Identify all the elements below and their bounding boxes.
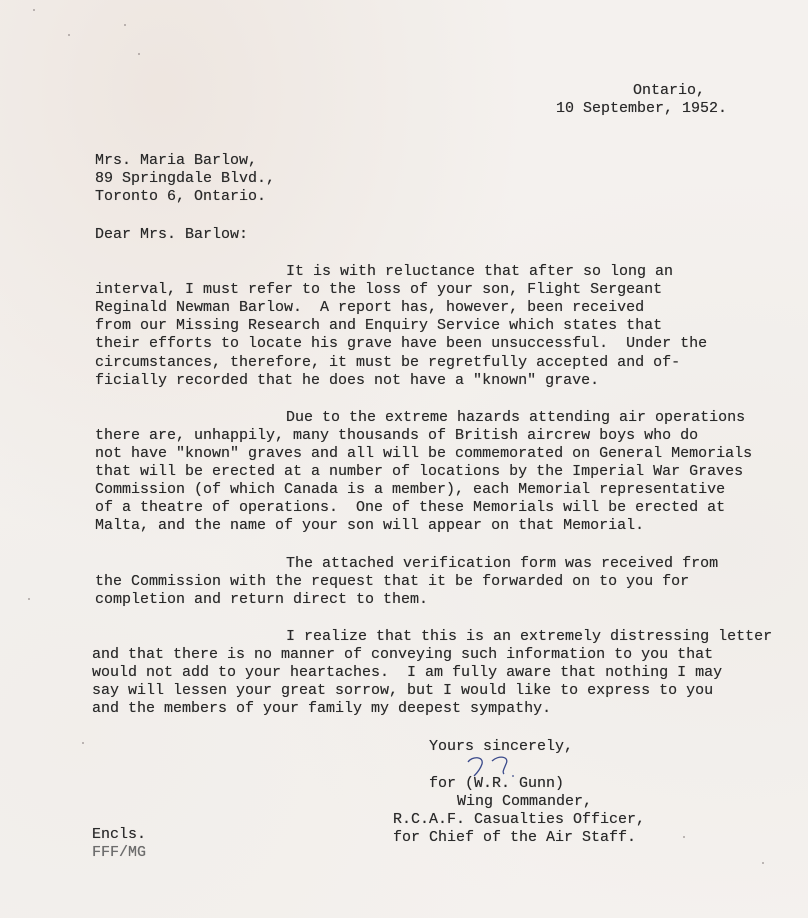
enclosures-note: Encls. (92, 826, 147, 843)
letter-date: 10 September, 1952. (556, 100, 728, 117)
paper-speck (82, 742, 84, 744)
paragraph-line: from our Missing Research and Enquiry Service which states that (95, 317, 663, 334)
reference-initials: FFF/MG (92, 844, 147, 861)
paragraph-line: not have "known" graves and all will be commemorated on General Memorials (95, 445, 753, 462)
paragraph-line: and that there is no manner of conveying such information to you that (92, 646, 714, 663)
signatory-office: for Chief of the Air Staff. (393, 829, 637, 846)
paragraph-line: their efforts to locate his grave have been unsuccessful. Under the (95, 335, 708, 352)
paragraph-line: Reginald Newman Barlow. A report has, however, been received (95, 299, 645, 316)
paper-speck (33, 9, 35, 11)
paper-speck (762, 862, 764, 864)
paper-speck (124, 24, 126, 26)
closing: Yours sincerely, (429, 738, 574, 755)
paragraph-line: ficially recorded that he does not have a "known" grave. (95, 372, 600, 389)
paragraph-line: completion and return direct to them. (95, 591, 429, 608)
recipient-name: Mrs. Maria Barlow, (95, 152, 258, 169)
paragraph-line: and the members of your family my deepest sympathy. (92, 700, 552, 717)
salutation: Dear Mrs. Barlow: (95, 226, 249, 243)
recipient-city: Toronto 6, Ontario. (95, 188, 267, 205)
signatory-for-line: for (W.R. Gunn) (429, 775, 565, 792)
paper-speck (28, 598, 30, 600)
paragraph-line: Due to the extreme hazards attending air operations (286, 409, 746, 426)
paragraph-line: there are, unhappily, many thousands of British aircrew boys who do (95, 427, 699, 444)
recipient-street: 89 Springdale Blvd., (95, 170, 276, 187)
paragraph-line: The attached verification form was received from (286, 555, 719, 572)
signatory-title: R.C.A.F. Casualties Officer, (393, 811, 646, 828)
paper-speck (138, 53, 140, 55)
paragraph-line: Commission (of which Canada is a member), each Memorial representative (95, 481, 726, 498)
paragraph-line: the Commission with the request that it be forwarded on to you for (95, 573, 690, 590)
paragraph-line: would not add to your heartaches. I am fully aware that nothing I may (92, 664, 723, 681)
letter-place: Ontario, (633, 82, 706, 99)
paragraph-line: circumstances, therefore, it must be regretfully accepted and of- (95, 354, 681, 371)
paragraph-line: It is with reluctance that after so long an (286, 263, 674, 280)
paper-speck (68, 34, 70, 36)
paragraph-line: of a theatre of operations. One of these Memorials will be erected at (95, 499, 726, 516)
paragraph-line: Malta, and the name of your son will appear on that Memorial. (95, 517, 645, 534)
paragraph-line: I realize that this is an extremely distressing letter (286, 628, 773, 645)
paragraph-line: that will be erected at a number of locations by the Imperial War Graves (95, 463, 744, 480)
paragraph-line: say will lessen your great sorrow, but I would like to express to you (92, 682, 714, 699)
paragraph-line: interval, I must refer to the loss of your son, Flight Sergeant (95, 281, 663, 298)
signatory-rank: Wing Commander, (457, 793, 593, 810)
paper-speck (683, 836, 685, 838)
